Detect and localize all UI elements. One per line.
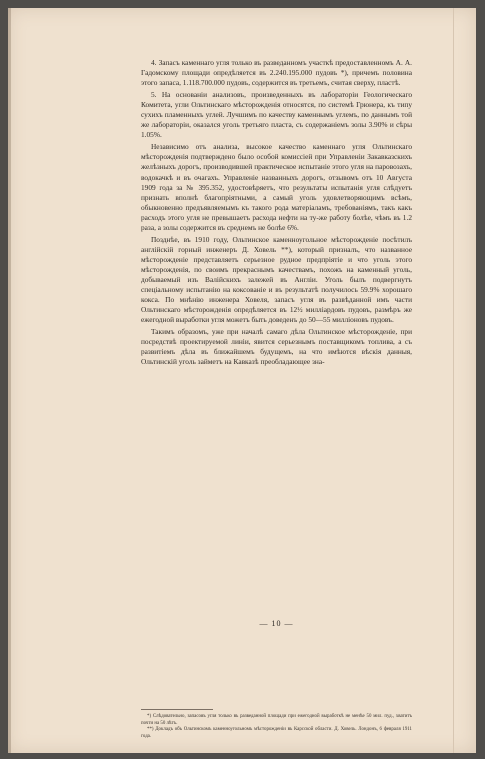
- paragraph-commission-test: Независимо отъ анализа, высокое качество каменнаго угля Ольтинскаго мѣсторожденія подтверждено было особой комиссіей при Управленіи Закавказскихъ желѣзныхъ дорогъ, производившей практическое испытаніе этого угля на паровозахъ, водокачкѣ и въ очагахъ. Управленіе названныхъ дорогъ, отзывомъ отъ 10 Августа 1909 года за № 395.352, удостовѣряетъ, что результаты испытанія угля слѣдуетъ признать вполнѣ благопріятными, а самый уголь удовлетворяющимъ всѣмъ, обыкновенно предъявляемымъ къ такого рода матеріаламъ, требованіямъ, такъ какъ расходъ этого угля не превышаетъ расхода нефти на ту-же работу болѣе, чѣмъ въ 1.2 раза, а золы содержится въ среднемъ не болѣе 6%.: [141, 142, 412, 232]
- paragraph-analysis: 5. На основаніи анализовъ, произведенныхъ въ лабораторіи Геологическаго Комитета, угли Ольтинскаго мѣсторожденія относятся, по системѣ Грюнера, къ типу сухихъ пламенныхъ углей. Лучшимъ по качеству каменнымъ углемъ, по даннымъ той же лабораторіи, оказался уголь третьяго пласта, съ содержаніемъ золы 3.90% и сѣры 1.05%.: [141, 90, 412, 140]
- paragraph-coal-reserves: 4. Запасъ каменнаго угля только въ разведанномъ участкѣ предоставленномъ А. А. Гадомскому площади опредѣляется въ 2.240.195.000 пудовъ *), причемъ половина этого запаса, 1.118.700.000 пудовъ, содержится въ третьемъ, считая сверху, пластѣ.: [141, 58, 412, 88]
- footnote-1: *) Слѣдовательно, запасовъ угля только въ разведанной площади при ежегодной выработкѣ не менѣе 50 мил. пуд., хватитъ почти на 50 лѣтъ.: [141, 714, 412, 726]
- page-edge-shadow: [8, 8, 11, 753]
- page-number: — 10 —: [259, 619, 294, 628]
- footnotes: [141, 714, 412, 740]
- page-fold-line: [453, 8, 454, 753]
- footnote-2: **) Докладъ объ Ольтинскомъ каменноугольномъ мѣсторожденіи въ Карсской области. Д. Ховель. Лондонъ, 6 февраля 1911 года.: [141, 727, 412, 739]
- footnote-rule: [141, 709, 213, 710]
- paragraph-conclusion: Такимъ образомъ, уже при началѣ самаго дѣла Ольтинское мѣсторожденіе, при посредствѣ проектируемой линіи, явится серьезнымъ поставщикомъ топлива, а съ развитіемъ дѣла въ ближайшемъ будущемъ, на что имѣются вѣскія данныя, Ольтинскій уголь займетъ на Кавказѣ преобладающее зна-: [141, 327, 412, 367]
- paragraph-engineer-visit: Позднѣе, въ 1910 году, Ольтинское каменноугольное мѣсторожденіе посѣтилъ англійскій горный инженеръ Д. Ховель **), который призналъ, что названное мѣсторожденіе представляетъ серьезное рудное предпріятіе и что уголь этого мѣсторожденія, по своимъ прекраснымъ качествамъ, похожъ на каменный уголь, добываемый изъ Валійскихъ залежей въ Англіи. Уголь былъ подвергнутъ спеціальному испытанію на коксованіе и въ результатѣ получилось 59.9% хорошаго кокса. По мнѣнію инженера Ховеля, запасъ угля въ развѣданной имъ части Ольтинскаго мѣсторожденія опредѣляется въ 12½ милліардовъ пудовъ, размѣръ же ежегодной выработки угля можетъ быть доведенъ до 50—55 милліоновъ пудовъ.: [141, 234, 412, 325]
- main-text: [141, 58, 412, 628]
